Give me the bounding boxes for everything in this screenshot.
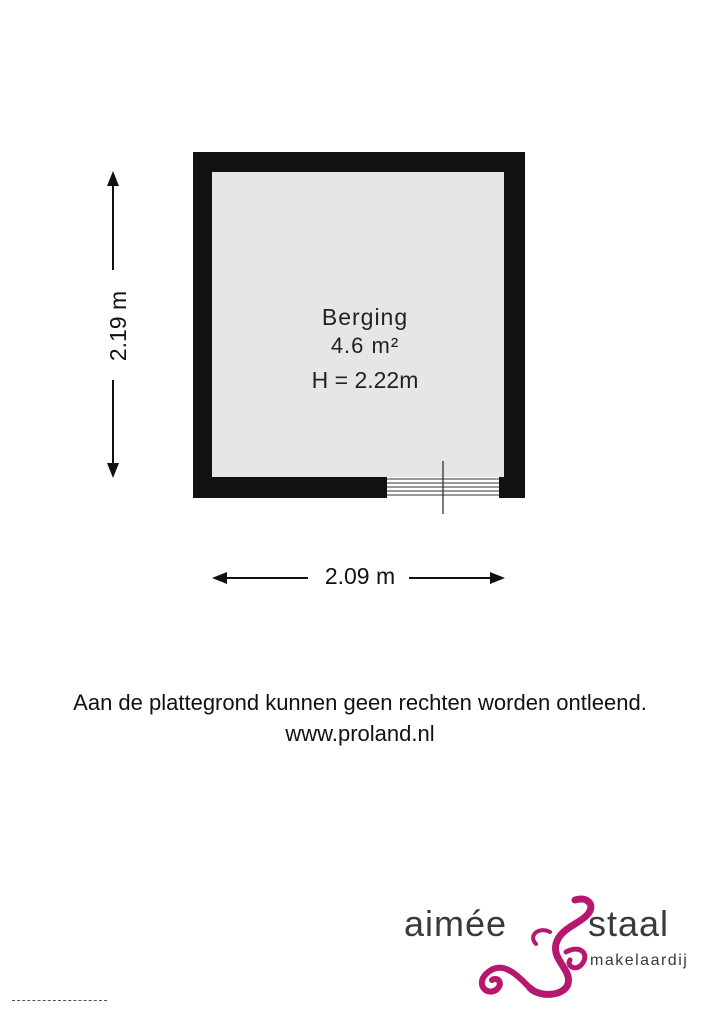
website-link[interactable]: www.proland.nl [285,721,435,746]
logo-tagline: makelaardij [590,952,689,969]
width-dimension-label: 2.09 m [324,563,396,589]
room-name: Berging [321,304,409,330]
depth-dimension-label: 2.19 m [105,290,131,362]
logo-brand-left: aimée [404,903,508,944]
logo-brand-right: staal [588,903,670,944]
disclaimer-text: Aan de plattegrond kunnen geen rechten worden ontleend. [73,690,647,715]
scale-bar [12,1000,107,1001]
room-height: H = 2.22m [311,367,419,393]
company-logo [400,892,700,1002]
room-area: 4.6 m² [330,333,400,358]
